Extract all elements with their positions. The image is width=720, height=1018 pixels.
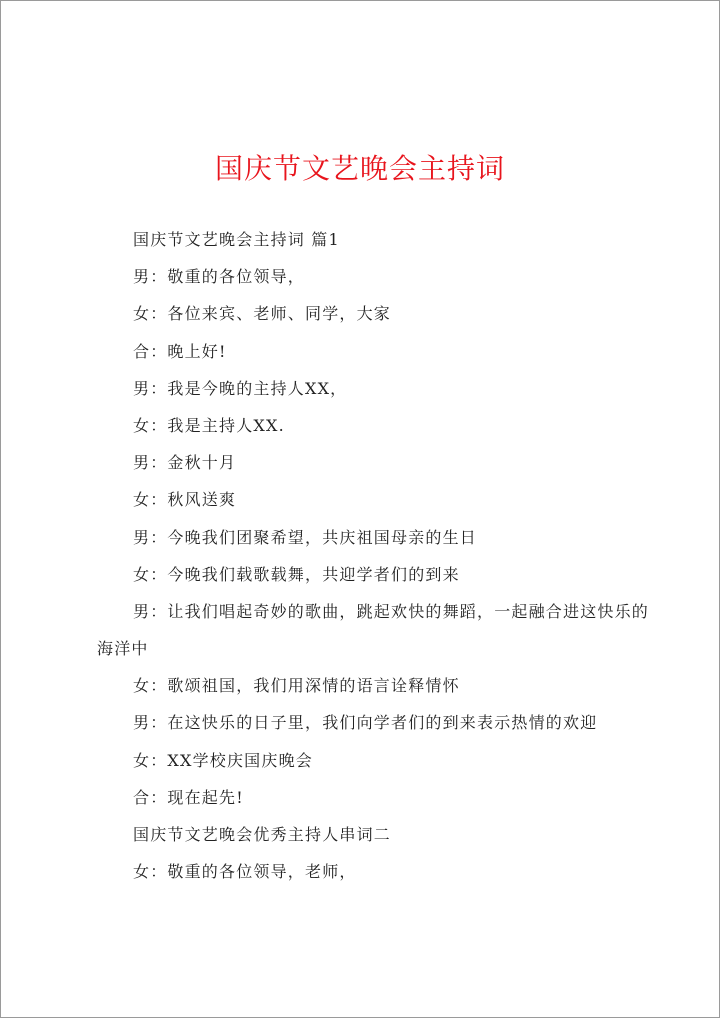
dialogue-line: 女：敬重的各位领导，老师， <box>133 862 357 882</box>
dialogue-line: 合：晚上好! <box>133 341 227 361</box>
dialogue-line: 合：现在起先! <box>133 787 244 807</box>
section-heading: 国庆节文艺晚会优秀主持人串词二 <box>133 825 392 845</box>
dialogue-line: 女：XX学校庆国庆晚会 <box>133 750 313 770</box>
dialogue-line: 女：今晚我们载歌载舞，共迎学者们的到来 <box>133 564 460 584</box>
document-body <box>97 221 677 890</box>
dialogue-line: 男：让我们唱起奇妙的歌曲，跳起欢快的舞蹈，一起融合进这快乐的 <box>133 601 650 621</box>
dialogue-line: 女：各位来宾、老师、同学，大家 <box>133 304 392 324</box>
section-heading: 国庆节文艺晚会主持词 篇1 <box>133 230 340 249</box>
dialogue-line: 女：秋风送爽 <box>133 490 237 510</box>
dialogue-line: 男：我是今晚的主持人XX， <box>133 378 348 398</box>
dialogue-line: 男：在这快乐的日子里，我们向学者们的到来表示热情的欢迎 <box>133 713 598 733</box>
dialogue-line: 男：敬重的各位领导， <box>133 267 306 287</box>
dialogue-line: 男：金秋十月 <box>133 453 237 473</box>
dialogue-line: 男：今晚我们团聚希望，共庆祖国母亲的生日 <box>133 527 478 547</box>
dialogue-paragraph <box>97 593 677 667</box>
document-title: 国庆节文艺晚会主持词 <box>214 152 505 185</box>
dialogue-line-continuation: 海洋中 <box>97 639 149 659</box>
dialogue-line: 女：歌颂祖国，我们用深情的语言诠释情怀 <box>133 676 460 696</box>
dialogue-line: 女：我是主持人XX. <box>133 415 285 435</box>
